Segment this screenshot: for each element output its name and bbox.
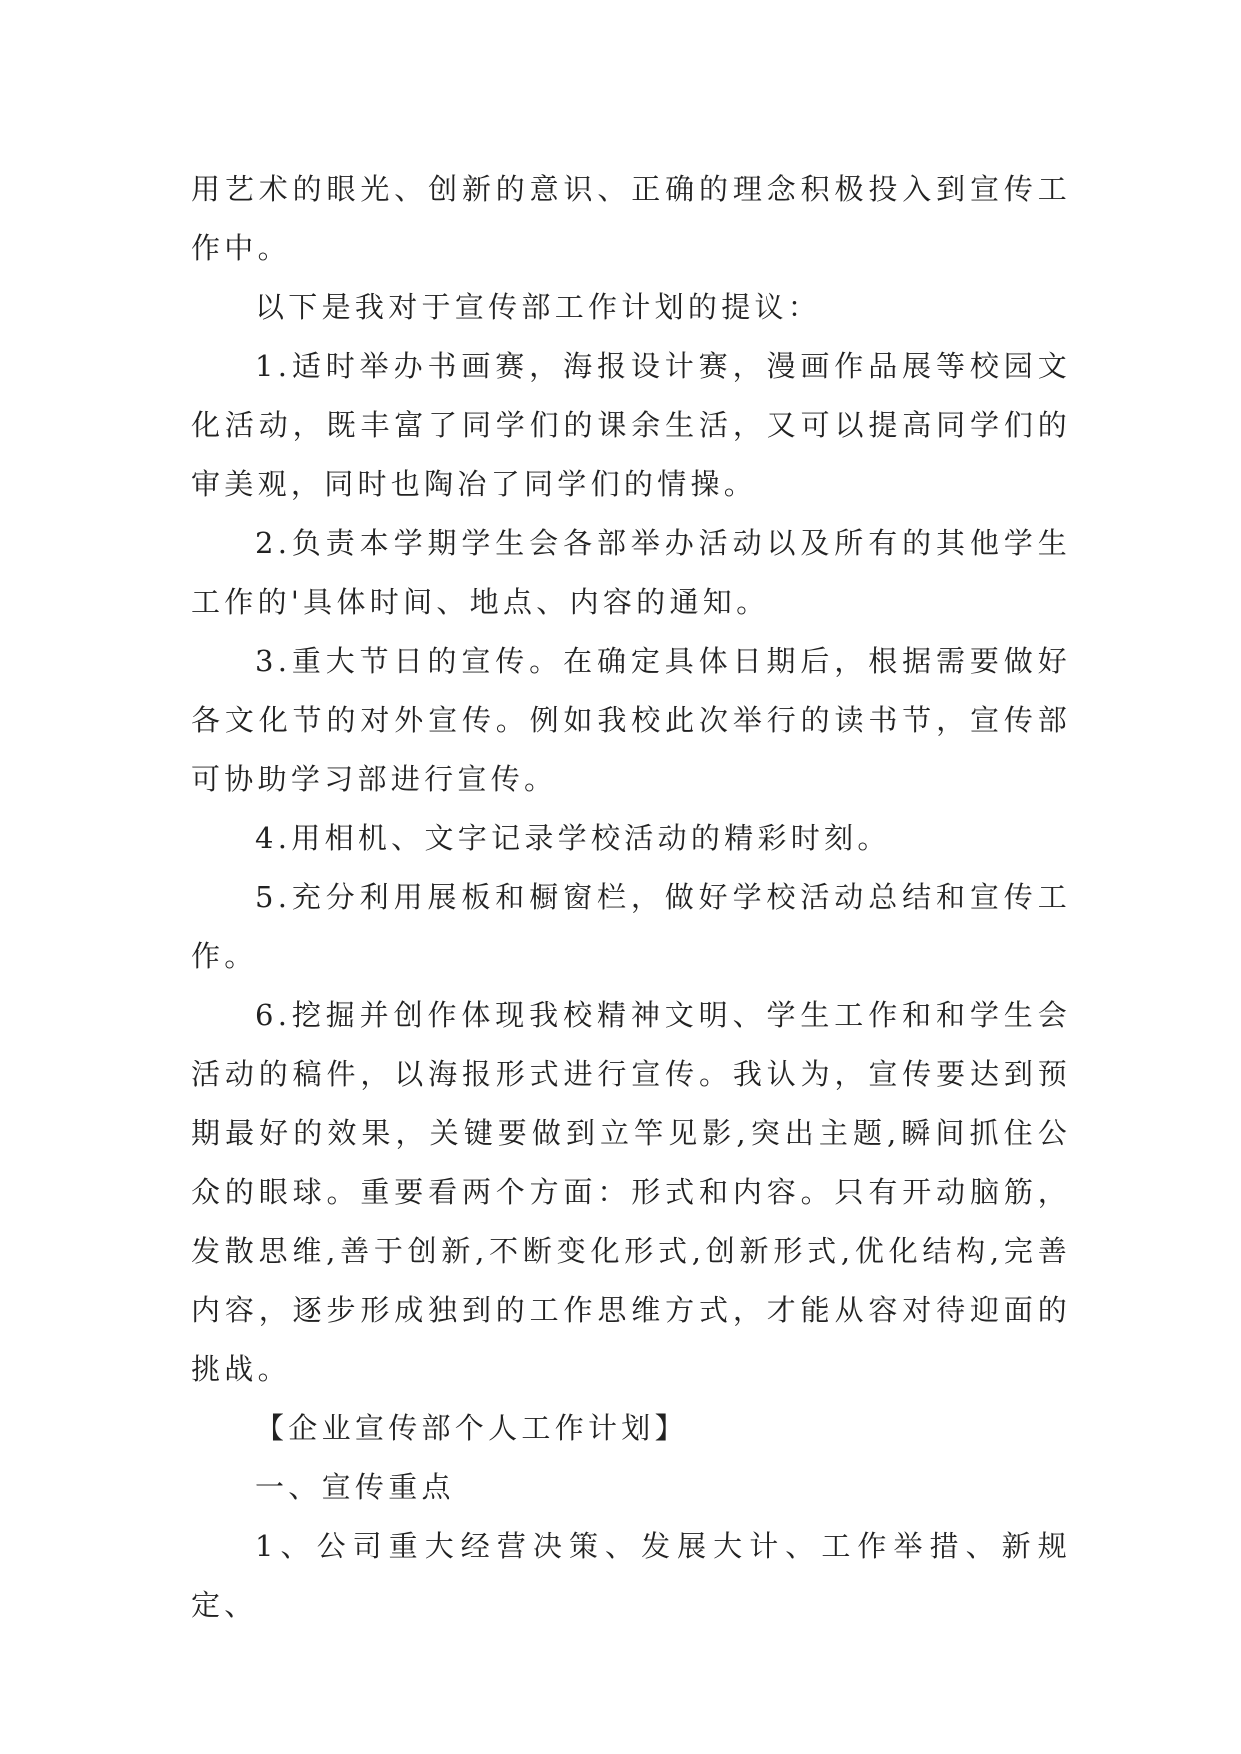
paragraph-item-4: 4.用相机、文字记录学校活动的精彩时刻。: [255, 821, 891, 855]
document-body: [191, 160, 1071, 1635]
paragraph-focus-item-1: 1、公司重大经营决策、发展大计、工作举措、新规定、: [191, 1529, 1071, 1622]
paragraph-intro: 以下是我对于宣传部工作计划的提议：: [255, 290, 822, 324]
paragraph-item-3: 3.重大节日的宣传。在确定具体日期后，根据需要做好各文化节的对外宣传。例如我校此次举行的读书节，宣传部可协助学习部进行宣传。: [191, 644, 1071, 796]
paragraph-continuation: 用艺术的眼光、创新的意识、正确的理念积极投入到宣传工作中。: [191, 172, 1071, 265]
paragraph-item-5: 5.充分利用展板和橱窗栏，做好学校活动总结和宣传工作。: [191, 880, 1071, 973]
paragraph-item-2: 2.负责本学期学生会各部举办活动以及所有的其他学生工作的'具体时间、地点、内容的通知。: [191, 526, 1071, 619]
section-heading-enterprise-plan: 【企业宣传部个人工作计划】: [255, 1411, 688, 1445]
subheading-publicity-focus: 一、宣传重点: [255, 1470, 455, 1504]
paragraph-item-6: 6.挖掘并创作体现我校精神文明、学生工作和和学生会活动的稿件，以海报形式进行宣传。我认为，宣传要达到预期最好的效果，关键要做到立竿见影,突出主题,瞬间抓住公众的眼球。重要看两个方面：形式和内容。只有开动脑筋，发散思维,善于创新,不断变化形式,创新形式,优化结构,完善内容，逐步形成独到的工作思维方式，才能从容对待迎面的挑战。: [191, 998, 1071, 1386]
paragraph-item-1: 1.适时举办书画赛，海报设计赛，漫画作品展等校园文化活动，既丰富了同学们的课余生活，又可以提高同学们的审美观，同时也陶冶了同学们的情操。: [191, 349, 1071, 501]
